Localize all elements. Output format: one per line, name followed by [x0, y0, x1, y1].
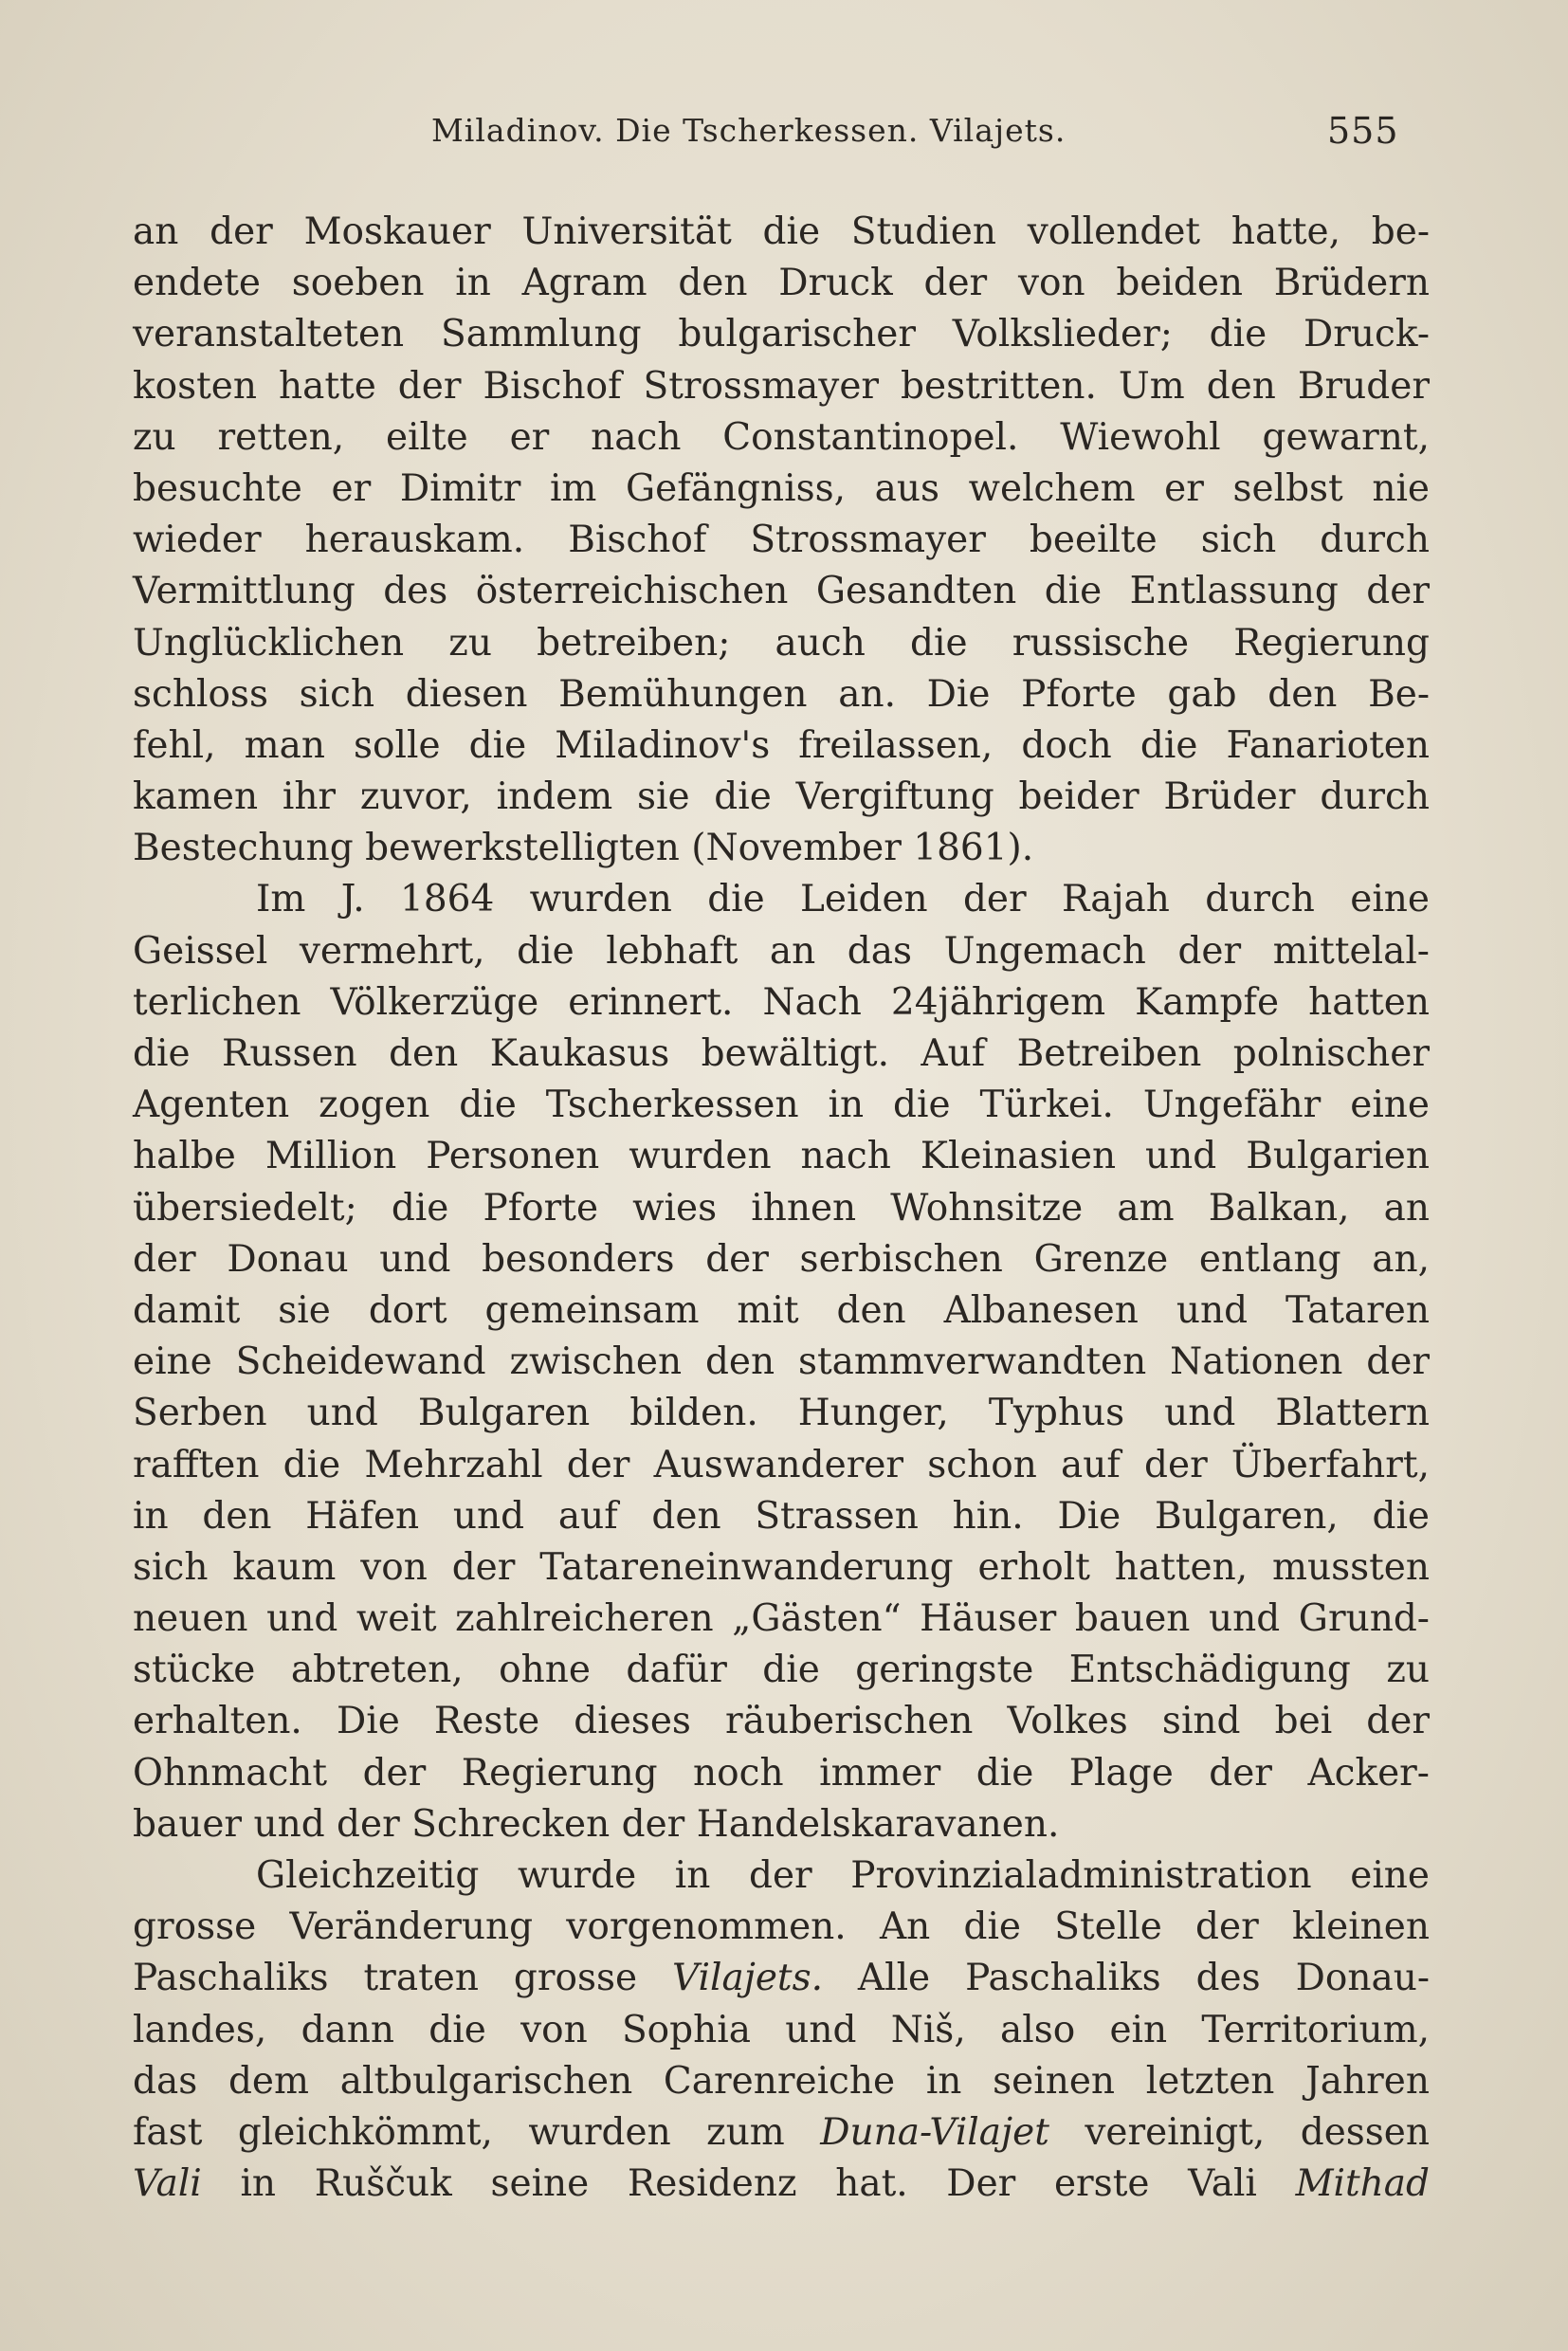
text-segment: fast gleichkömmt, wurden zum: [133, 2110, 821, 2154]
text-segment: vereinigt, dessen: [1048, 2110, 1430, 2154]
text-line: das dem altbulgarischen Carenreiche in seinen letzten Jahren: [133, 2059, 1430, 2103]
text-line: stücke abtreten, ohne dafür die geringste Entschädigung zu: [133, 1649, 1430, 1692]
text-line: terlichen Völkerzüge erinnert. Nach 24jährigem Kampfe hatten: [133, 980, 1430, 1024]
text-line: veranstalteten Sammlung bulgarischer Volkslieder; die Druck-: [133, 313, 1430, 356]
text-line: grosse Veränderung vorgenommen. An die Stelle der kleinen: [133, 1905, 1430, 1949]
text-line: Bestechung bewerkstelligten (November 1861).: [133, 827, 1034, 870]
body-text: [133, 207, 1430, 2210]
running-head: Miladinov. Die Tscherkessen. Vilajets.: [431, 112, 1067, 149]
text-line: neuen und weit zahlreicheren „Gästen“ Häuser bauen und Grund-: [133, 1597, 1430, 1641]
text-line: rafften die Mehrzahl der Auswanderer schon auf der Überfahrt,: [133, 1443, 1430, 1486]
text-line: halbe Million Personen wurden nach Kleinasien und Bulgarien: [133, 1135, 1430, 1178]
text-line: landes, dann die von Sophia und Niš, also ein Territorium,: [133, 2008, 1430, 2051]
text-line: kosten hatte der Bischof Strossmayer bestritten. Um den Bruder: [133, 364, 1430, 408]
italic-term: Vali: [133, 2162, 202, 2206]
text-line: Vermittlung des österreichischen Gesandten die Entlassung der: [133, 570, 1430, 613]
text-segment: in Ruščuk seine Residenz hat. Der erste Vali: [201, 2162, 1296, 2206]
text-line: kamen ihr zuvor, indem sie die Vergiftung beider Brüder durch: [133, 775, 1430, 819]
italic-term: Duna-Vilajet: [820, 2110, 1049, 2154]
text-line: Ohnmacht der Regierung noch immer die Plage der Acker-: [133, 1751, 1430, 1795]
italic-term: Mithad: [1295, 2162, 1430, 2206]
text-line: erhalten. Die Reste dieses räuberischen Volkes sind bei der: [133, 1700, 1430, 1743]
text-line: bauer und der Schrecken der Handelskaravanen.: [133, 1802, 1060, 1846]
text-line: Agenten zogen die Tscherkessen in die Türkei. Ungefähr eine: [133, 1084, 1430, 1127]
text-line: [133, 1953, 1430, 2004]
text-line: eine Scheidewand zwischen den stammverwandten Nationen der: [133, 1340, 1430, 1384]
text-line: an der Moskauer Universität die Studien vollendet hatte, be-: [133, 210, 1430, 253]
text-segment: Alle Paschaliks des Donau-: [822, 1957, 1431, 2000]
text-line: sich kaum von der Tatareneinwanderung erholt hatten, mussten: [133, 1545, 1430, 1589]
text-line: Unglücklichen zu betreiben; auch die russische Regierung: [133, 621, 1430, 665]
text-line: der Donau und besonders der serbischen Grenze entlang an,: [133, 1237, 1430, 1281]
text-segment: Paschaliks traten grosse: [133, 1957, 673, 2000]
text-line: [133, 2159, 1430, 2210]
text-line: Geissel vermehrt, die lebhaft an das Ungemach der mittelal-: [133, 929, 1430, 973]
text-line: fehl, man solle die Miladinov's freilassen, doch die Fanarioten: [133, 723, 1430, 767]
page-number: 555: [1327, 110, 1399, 152]
text-line: damit sie dort gemeinsam mit den Albanesen und Tataren: [133, 1288, 1430, 1332]
text-line: zu retten, eilte er nach Constantinopel. Wiewohl gewarnt,: [133, 415, 1430, 459]
text-line: übersiedelt; die Pforte wies ihnen Wohnsitze am Balkan, an: [133, 1186, 1430, 1230]
text-line: schloss sich diesen Bemühungen an. Die Pforte gab den Be-: [133, 672, 1430, 716]
text-line: wieder herauskam. Bischof Strossmayer beeilte sich durch: [133, 519, 1430, 562]
text-line: Serben und Bulgaren bilden. Hunger, Typhus und Blattern: [133, 1392, 1430, 1435]
paragraph-first-line: Gleichzeitig wurde in der Provinzialadministration eine: [256, 1854, 1430, 1897]
text-line: [133, 2107, 1430, 2159]
paragraph-first-line: Im J. 1864 wurden die Leiden der Rajah durch eine: [256, 878, 1430, 921]
text-line: besuchte er Dimitr im Gefängniss, aus welchem er selbst nie: [133, 466, 1430, 510]
italic-term: Vilajets.: [672, 1957, 823, 2000]
text-line: die Russen den Kaukasus bewältigt. Auf Betreiben polnischer: [133, 1032, 1430, 1075]
text-line: endete soeben in Agram den Druck der von beiden Brüdern: [133, 262, 1430, 305]
text-line: in den Häfen und auf den Strassen hin. Die Bulgaren, die: [133, 1494, 1430, 1538]
